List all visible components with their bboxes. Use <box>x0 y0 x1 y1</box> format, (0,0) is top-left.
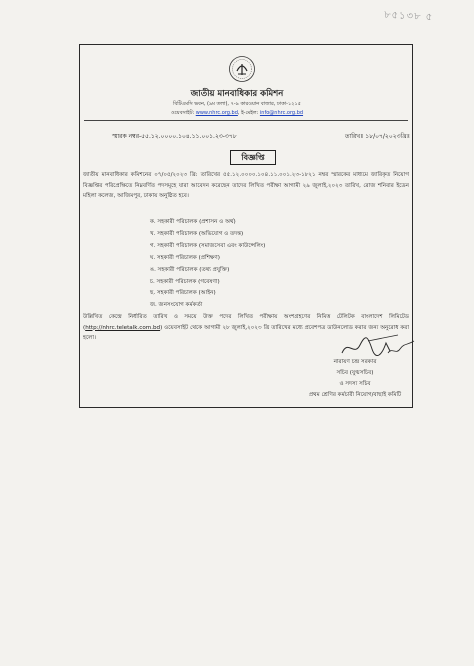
list-item: ঙ. সহকারী পরিচালক (তথ্য প্রযুক্তি) <box>150 266 230 273</box>
corner-handwritten-number: ৮৫১৩৮ ৫ <box>383 9 434 24</box>
list-item: ছ. সহকারী পরিচালক (আইন) <box>150 290 216 297</box>
website-link[interactable]: www.nhrc.org.bd <box>195 110 238 116</box>
signatory-committee: প্রথম শ্রেণির কর্মচারী নিয়োগ/বাছাই কমিটি <box>308 392 402 398</box>
memo-number: স্মারক নম্বর-৫৫.১২.০০০০.১০৪.১১.০০১.২৩-৩৭৮ <box>112 133 237 140</box>
organization-name: জাতীয় মানবাধিকার কমিশন <box>190 89 284 99</box>
signatory-designation: সচিব (যুগ্মসচিব) <box>336 370 374 376</box>
email-prefix: , ই-মেইল: <box>237 110 260 116</box>
website-prefix: ওয়েবসাইট: <box>170 110 196 116</box>
notice-paragraph-1: জাতীয় মানবাধিকার কমিশনের ০৭/০৫/২০২৩ খ্রি: তারিখের ৫৫.১২.০০০০.১০৪.১১.০০১.২৩-১৮২১ নম্বর স্মারকের মাধ্যমে জারিকৃত নিয়োগ বিজ্ঞপ্তির পরিপ্রেক্ষিতে নিম্নবর্ণিত পদসমূহে যারা আবেদন করেছেন তাদের লিখিত পরীক্ষা আগামী ২৯ জুলাই,২০২৩ তারিখ, রোজ শনিবার ইডেন মহিলা কলেজ, আজিমপুর, ঢাকায় অনুষ্ঠিত হবে। <box>83 172 409 200</box>
list-item: ঘ. সহকারী পরিচালক (প্রশিক্ষণ) <box>150 254 220 261</box>
signatory-name: নারায়ণ চন্দ্র সরকার <box>333 359 377 365</box>
address-line: বিটিএমসি ভবন, (৯ম তলা), ৭-৯ কারওয়ান বাজার, ঢাকা-১২১৫ <box>173 101 301 107</box>
list-item: জ. জনসংযোগ কর্মকর্তা <box>150 302 203 309</box>
signatory-role: ও সদস্য সচিব <box>339 381 371 387</box>
list-item: গ. সহকারী পরিচালক (সমাজসেবা এবং কাউন্সেলিং) <box>150 242 266 249</box>
list-item: খ. সহকারী পরিচালক (অভিযোগ ও তদন্ত) <box>150 230 244 237</box>
memo-date: তারিখঃ ১৮/০৭/২০২৩খ্রিঃ <box>345 133 410 140</box>
contact-line <box>0 110 474 118</box>
list-item: চ. সহকারী পরিচালক (গবেষণা) <box>150 278 220 285</box>
teletalk-link[interactable]: http://nhrc.teletalk.com.bd <box>85 324 161 331</box>
post-list <box>150 217 265 312</box>
notice-title: বিজ্ঞপ্তি <box>230 150 276 165</box>
commission-logo-icon <box>228 55 256 83</box>
header-divider <box>84 120 408 121</box>
paragraph-2-text-a: উল্লিখিত কেন্দ্রে নির্ধারিত তারিখ ও সময়ে উক্ত পদের লিখিত পরীক্ষায় অংশগ্রহণের নিমিত্ত টেলিটক বাংলাদেশ লিমিটেড ( <box>83 314 409 331</box>
paragraph-2-text-b: ) ওয়েবসাইট থেকে আগামী ২৮ জুলাই,২০২৩ খ্রি তারিখের মধ্যে প্রবেশপত্র ডাউনলোড করার জন্য অনুরোধ করা হলো। <box>83 324 409 342</box>
handwritten-signature <box>338 331 420 361</box>
email-link[interactable]: info@nhrc.org.bd <box>259 110 304 116</box>
list-item: ক. সহকারী পরিচালক (প্রশাসন ও অর্থ) <box>150 219 236 225</box>
